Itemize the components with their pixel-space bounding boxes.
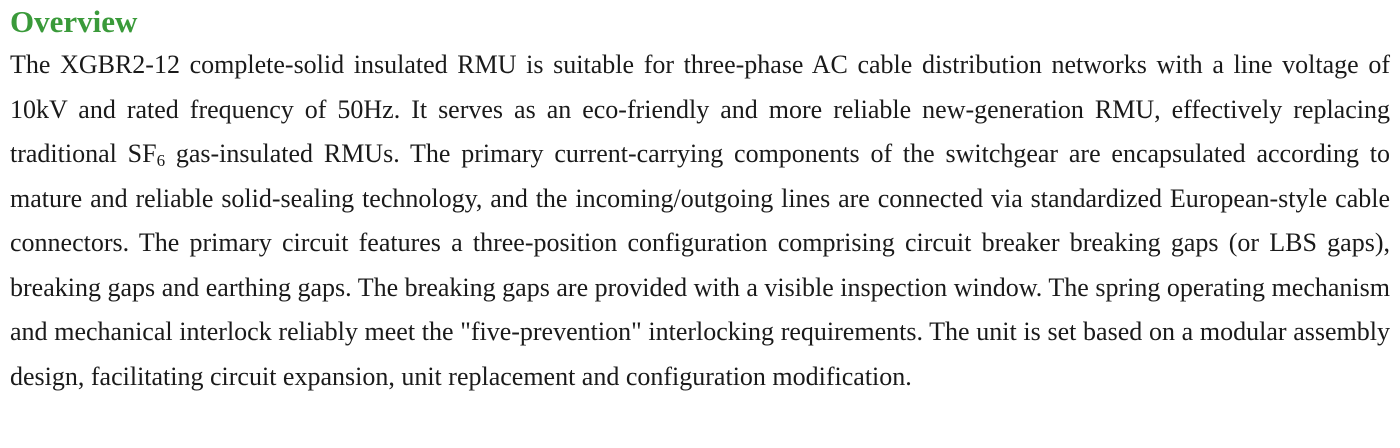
overview-section [10,0,1390,399]
overview-paragraph [10,43,1390,399]
paragraph-text-part-1: The XGBR2-12 complete-solid insulated RMU is suitable for three-phase AC cable distribution networks with a line voltage of 10kV and rated frequency of 50Hz. It serves as an eco-friendly and more reliable new-generation RMU, effectively replacing traditional SF [10,50,1390,168]
section-heading: Overview [10,4,138,39]
paragraph-text-part-2: gas-insulated RMUs. The primary current-carrying components of the switchgear are encapsulated according to mature and reliable solid-sealing technology, and the incoming/outgoing lines are connected via standardized European-style cable connectors. The primary circuit features a three-position configuration comprising circuit breaker breaking gaps (or LBS gaps), breaking gaps and earthing gaps. The breaking gaps are provided with a visible inspection window. The spring operating mechanism and mechanical interlock reliably meet the "five-prevention" interlocking requirements. The unit is set based on a modular assembly design, facilitating circuit expansion, unit replacement and configuration modification. [10,139,1390,391]
sf6-subscript: 6 [156,151,166,170]
